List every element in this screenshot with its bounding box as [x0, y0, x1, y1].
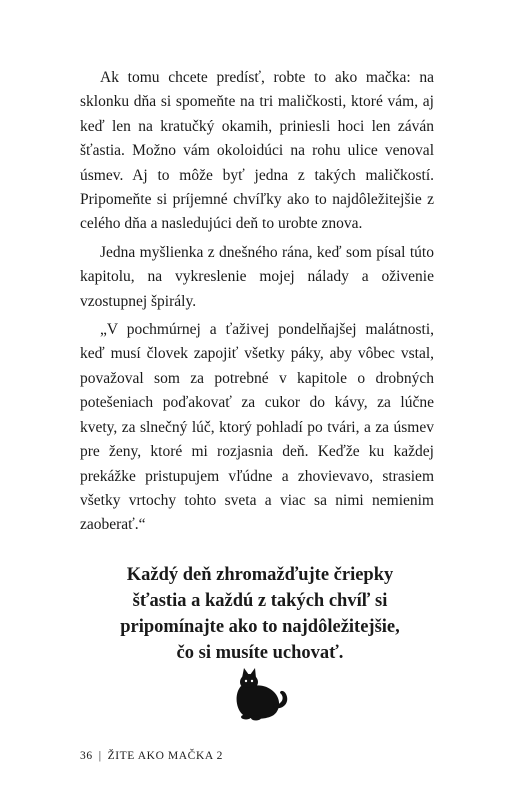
- pull-quote-line-4: čo si musíte uchovať.: [176, 643, 344, 663]
- pull-quote-line-3: pripomínajte ako to najdôležitejšie,: [120, 617, 400, 637]
- page-number: 36: [80, 750, 93, 762]
- pull-quote: [70, 562, 450, 666]
- page-footer: [80, 750, 223, 762]
- footer-separator: |: [98, 750, 102, 762]
- running-title: ŽITE AKO MAČKA 2: [107, 750, 223, 762]
- body-text: [80, 66, 434, 542]
- paragraph-2: Jedna myšlienka z dnešného rána, keď som písal túto kapitolu, na vykreslenie mojej nálady a oživenie vzostupnej špirály.: [80, 243, 434, 310]
- pull-quote-line-2: šťastia a každú z takých chvíľ si: [132, 591, 388, 611]
- cat-icon: [228, 664, 292, 724]
- paragraph-1: Ak tomu chcete predísť, robte to ako mačka: na sklonku dňa si spomeňte na tri maličkosti, ktoré vám, aj keď len na kratučký okamih, priniesli hoci len záván šťastia. Možno vám okoloidúci na rohu ulice venoval úsmev. Aj to môže byť jedna z takých maličkostí. Pripomeňte si príjemné chvíľky ako to najdôležitejšie z celého dňa a nasledujúci deň to urobte znova.: [80, 69, 434, 233]
- paragraph-3-quote: „V pochmúrnej a ťaživej pondelňajšej malátnosti, keď musí človek zapojiť všetky páky, aby vôbec vstal, považoval som za potrebné v kapitole o drobných potešeniach poďakovať za cukor do kávy, za lúčne kvety, za slnečný lúč, ktorý pohladí po tvári, a za úsmev pre ženy, ktoré mi rozjasnia deň. Keďže ku každej prekážke pristupujem vľúdne a zhovievavo, strasiem všetky vrtochy tohto sveta a viac sa nimi nemienim zaoberať.“: [80, 321, 434, 534]
- pull-quote-line-1: Každý deň zhromažďujte čriepky: [126, 565, 394, 585]
